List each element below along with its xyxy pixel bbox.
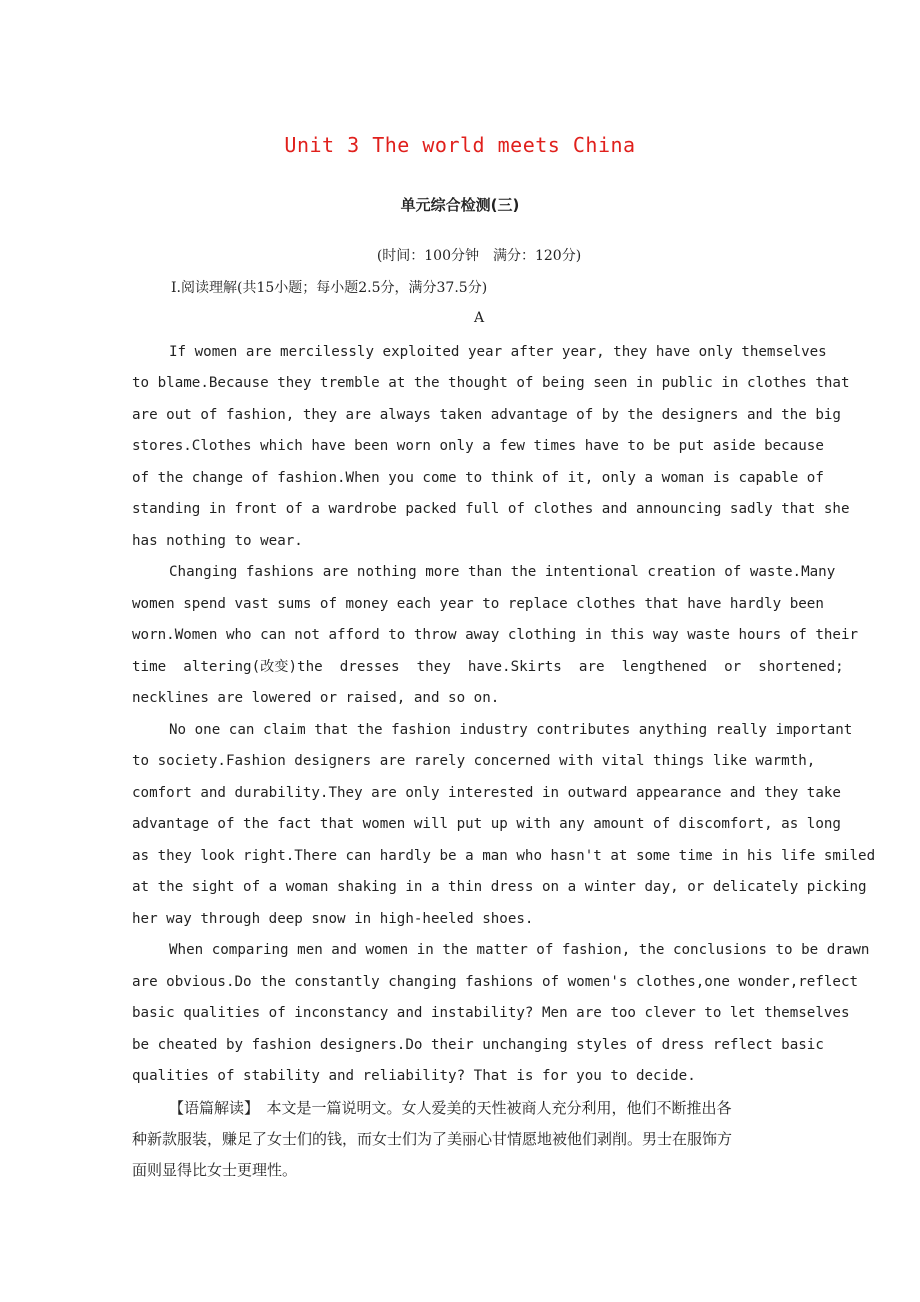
passage-line: No one can claim that the fashion industry contributes anything really important bbox=[169, 722, 853, 738]
passage-line: time altering(改变)the dresses they have.Skirts are lengthened or shortened; bbox=[132, 659, 844, 675]
passage-line: of the change of fashion.When you come to think of it, only a woman is capable of bbox=[132, 470, 824, 486]
test-subtitle: 单元综合检测(三) bbox=[400, 196, 520, 214]
passage-line: has nothing to wear. bbox=[132, 533, 303, 549]
passage-line: to society.Fashion designers are rarely concerned with vital things like warmth, bbox=[132, 753, 816, 769]
passage-line: Changing fashions are nothing more than the intentional creation of waste.Many bbox=[169, 564, 836, 580]
passage-line: to blame.Because they tremble at the thought of being seen in public in clothes that bbox=[132, 375, 850, 391]
timing-info: (时间：100分钟 满分：120分) bbox=[376, 248, 582, 264]
passage-line: basic qualities of inconstancy and instability? Men are too clever to let themselves bbox=[132, 1005, 850, 1021]
passage-line: are obvious.Do the constantly changing fashions of women's clothes,one wonder,reflect bbox=[132, 974, 859, 990]
passage-line: advantage of the fact that women will put up with any amount of discomfort, as long bbox=[132, 816, 841, 832]
passage-line: at the sight of a woman shaking in a thin dress on a winter day, or delicately picking bbox=[132, 879, 867, 895]
passage-line: When comparing men and women in the matter of fashion, the conclusions to be drawn bbox=[169, 942, 870, 958]
passage-line: are out of fashion, they are always taken advantage of by the designers and the big bbox=[132, 407, 841, 423]
passage-line: necklines are lowered or raised, and so on. bbox=[132, 690, 500, 706]
section-heading: Ⅰ.阅读理解(共15小题；每小题2.5分，满分37.5分) bbox=[171, 280, 488, 296]
passage-line: qualities of stability and reliability? That is for you to decide. bbox=[132, 1068, 696, 1084]
passage-line: women spend vast sums of money each year to replace clothes that have hardly been bbox=[132, 596, 824, 612]
passage-line: as they look right.There can hardly be a man who hasn't at some time in his life smiled bbox=[132, 848, 876, 864]
passage-line: be cheated by fashion designers.Do their unchanging styles of dress reflect basic bbox=[132, 1037, 824, 1053]
passage-line: comfort and durability.They are only interested in outward appearance and they take bbox=[132, 785, 841, 801]
unit-title: Unit 3 The world meets China bbox=[284, 133, 636, 157]
analysis-line: 【语篇解读】 本文是一篇说明文。女人爱美的天性被商人充分利用，他们不断推出各 bbox=[169, 1099, 732, 1117]
passage-line: worn.Women who can not afford to throw away clothing in this way waste hours of their bbox=[132, 627, 859, 643]
passage-letter: A bbox=[473, 310, 485, 326]
passage-line: her way through deep snow in high-heeled shoes. bbox=[132, 911, 534, 927]
passage-line: If women are mercilessly exploited year after year, they have only themselves bbox=[169, 344, 827, 360]
analysis-line: 种新款服装，赚足了女士们的钱，而女士们为了美丽心甘情愿地被他们剥削。男士在服饰方 bbox=[132, 1130, 733, 1148]
analysis-line: 面则显得比女士更理性。 bbox=[132, 1161, 298, 1179]
passage-line: standing in front of a wardrobe packed full of clothes and announcing sadly that she bbox=[132, 501, 850, 517]
passage-line: stores.Clothes which have been worn only a few times have to be put aside because bbox=[132, 438, 824, 454]
